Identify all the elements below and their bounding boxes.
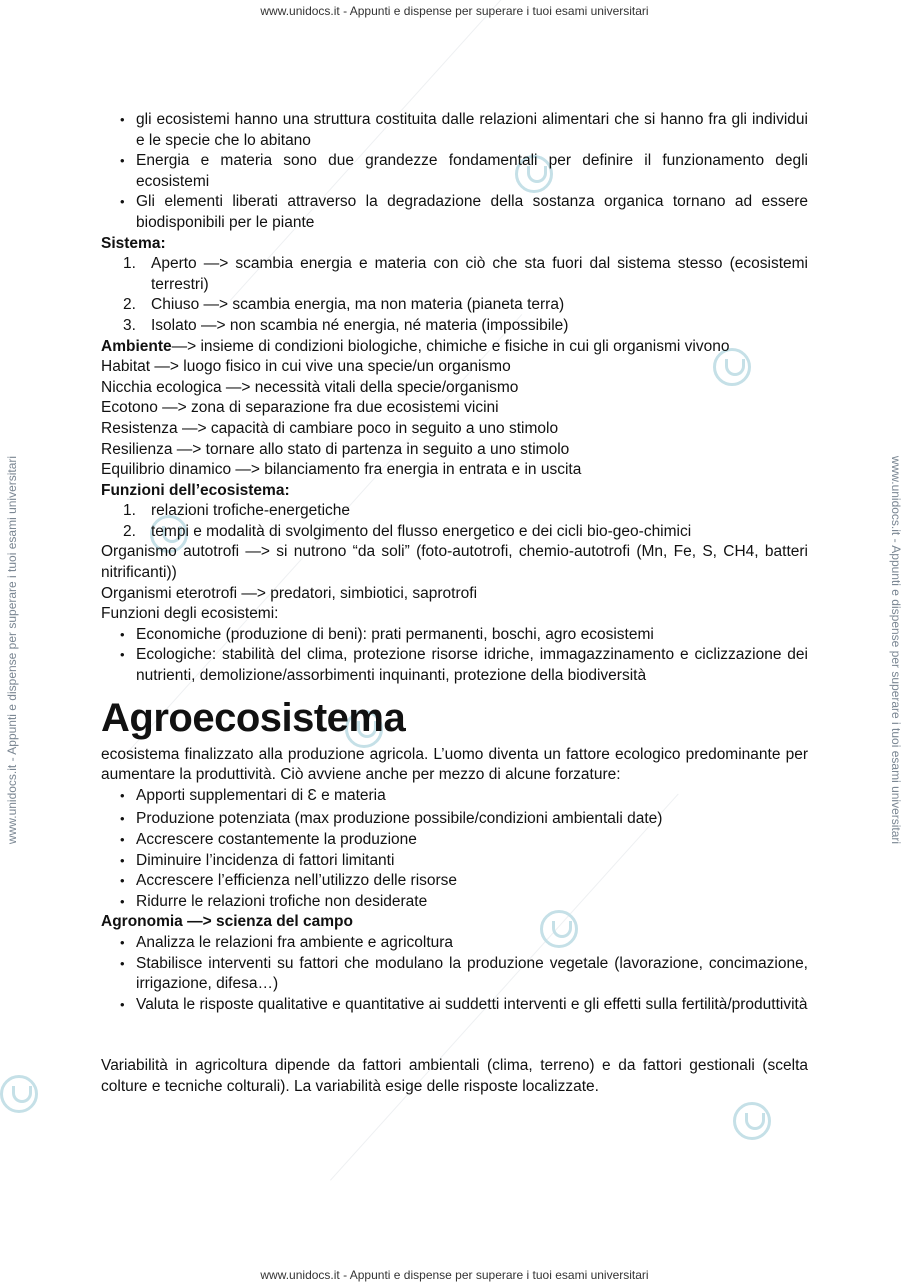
funzioni-ecosistema-heading: Funzioni dell’ecosistema: [101, 481, 290, 499]
item-number: 1. [123, 502, 136, 520]
ambiente-definition [101, 337, 808, 358]
item-text: Isolato —> non scambia né energia, né materia (impossibile) [151, 316, 569, 334]
definition-line: Nicchia ecologica —> necessità vitali della specie/organismo [101, 378, 519, 396]
list-item: • Ridurre le relazioni trofiche non desiderate [101, 892, 808, 913]
left-side-watermark: www.unidocs.it - Appunti e dispense per superare i tuoi esami universitari [5, 455, 19, 845]
ambiente-term: Ambiente [101, 337, 172, 355]
definition-line: Resistenza —> capacità di cambiare poco in seguito a uno stimolo [101, 419, 559, 437]
list-item [101, 522, 808, 543]
organismi-line: Organismo autotrofi —> si nutrono “da soli” (foto-autotrofi, chemio-autotrofi (Mn, Fe, S, CH4, batteri nitrificanti)) [101, 543, 808, 582]
forzature-list [101, 786, 808, 913]
definition-line: Resilienza —> tornare allo stato di partenza in seguito a uno stimolo [101, 440, 570, 458]
item-text: tempi e modalità di svolgimento del flusso energetico e dei cicli bio-geo-chimici [151, 522, 692, 540]
list-item: • Accrescere costantemente la produzione [101, 830, 808, 851]
item-text: Aperto —> scambia energia e materia con ciò che sta fuori dal sistema stesso (ecosistemi terrestri) [151, 255, 808, 293]
list-item: • Apporti supplementari di Ɛ e materia [101, 786, 808, 807]
list-item [101, 254, 808, 295]
item-text: relazioni trofiche-energetiche [151, 502, 351, 520]
document-body [101, 110, 808, 1098]
agronomia-heading: Agronomia —> scienza del campo [101, 913, 353, 931]
list-item: • Analizza le relazioni fra ambiente e agricoltura [101, 933, 808, 954]
definition-line: Ecotono —> zona di separazione fra due ecosistemi vicini [101, 399, 499, 417]
funzioni-ecosistema-list [101, 501, 808, 542]
list-item: • Economiche (produzione di beni): prati permanenti, boschi, agro ecosistemi [101, 625, 808, 646]
organismi-line: Organismi eterotrofi —> predatori, simbiotici, saprotrofi [101, 584, 478, 602]
definition-line: Equilibrio dinamico —> bilanciamento fra energia in entrata e in uscita [101, 461, 582, 479]
agronomia-list [101, 933, 808, 1015]
list-item [101, 295, 808, 316]
variabilita-paragraph: Variabilità in agricoltura dipende da fattori ambientali (clima, terreno) e da fattori gestionali (scelta colture e tecniche colturali). La variabilità esige delle risposte localizzate. [101, 1057, 808, 1095]
unidocs-logo-icon [0, 1075, 38, 1113]
list-item [101, 316, 808, 337]
list-item: • Accrescere l’efficienza nell’utilizzo delle risorse [101, 871, 808, 892]
page-header-watermark: www.unidocs.it - Appunti e dispense per superare i tuoi esami universitari [260, 4, 649, 18]
item-number: 2. [123, 522, 136, 540]
sistema-list [101, 254, 808, 336]
item-number: 3. [123, 316, 136, 334]
list-item: • Valuta le risposte qualitative e quantitative ai suddetti interventi e gli effetti sulla fertilità/produttività [101, 995, 808, 1016]
funzioni-degli-list [101, 625, 808, 687]
list-item: • Produzione potenziata (max produzione possibile/condizioni ambientali date) [101, 809, 808, 830]
right-side-watermark: www.unidocs.it - Appunti e dispense per superare i tuoi esami universitari [889, 455, 903, 845]
funzioni-degli-heading: Funzioni degli ecosistemi: [101, 605, 279, 623]
spacer [101, 1015, 808, 1056]
item-number: 2. [123, 296, 136, 314]
list-item: • Energia e materia sono due grandezze fondamentali per definire il funzionamento degli ecosistemi [101, 151, 808, 192]
unidocs-logo-icon [733, 1102, 771, 1140]
list-item: • Gli elementi liberati attraverso la degradazione della sostanza organica tornano ad essere biodisponibili per le piante [101, 192, 808, 233]
item-number: 1. [123, 255, 136, 273]
agroecosistema-intro: ecosistema finalizzato alla produzione agricola. L’uomo diventa un fattore ecologico predominante per aumentare la produttività. Ciò avviene anche per mezzo di alcune forzature: [101, 745, 808, 784]
definition-line: Habitat —> luogo fisico in cui vive una specie/un organismo [101, 358, 511, 376]
page-footer-watermark: www.unidocs.it - Appunti e dispense per superare i tuoi esami universitari [260, 1268, 649, 1282]
list-item [101, 501, 808, 522]
list-item: • Stabilisce interventi su fattori che modulano la produzione vegetale (lavorazione, concimazione, irrigazione, difesa…) [101, 954, 808, 995]
section-title: Agroecosistema [101, 695, 406, 740]
item-text: Chiuso —> scambia energia, ma non materia (pianeta terra) [151, 296, 565, 314]
sistema-heading: Sistema: [101, 234, 166, 252]
list-item: • Diminuire l’incidenza di fattori limitanti [101, 851, 808, 872]
intro-bullet-list [101, 110, 808, 234]
list-item: • Ecologiche: stabilità del clima, protezione risorse idriche, immagazzinamento e ciclizzazione dei nutrienti, demolizione/assorbimenti inquinanti, protezione della biodiversità [101, 645, 808, 686]
ambiente-text: —> insieme di condizioni biologiche, chimiche e fisiche in cui gli organismi vivono [171, 337, 730, 355]
list-item: • gli ecosistemi hanno una struttura costituita dalle relazioni alimentari che si hanno fra gli individui e le specie che lo abitano [101, 110, 808, 151]
